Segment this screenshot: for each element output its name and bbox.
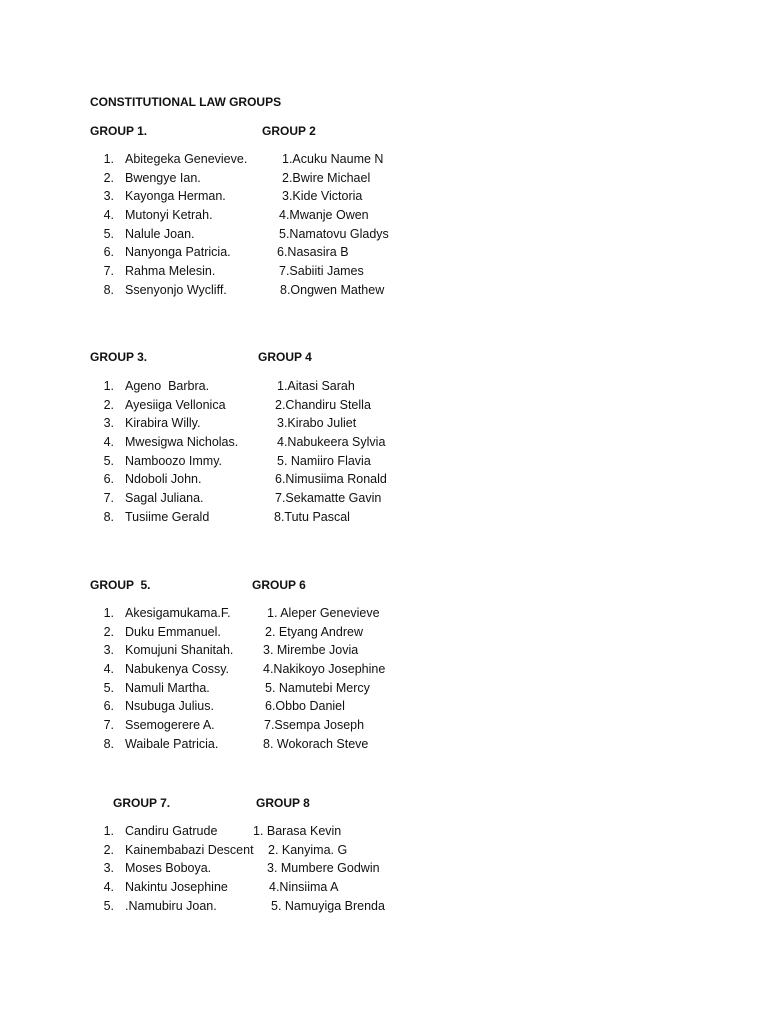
list-item: 3. Komujuni Shanitah. 3. Mirembe Jovia — [103, 643, 359, 658]
list-item: 4. Nakintu Josephine 4.Ninsiima A — [103, 880, 339, 895]
list-item: 1. Akesigamukama.F. 1. Aleper Genevieve — [103, 606, 380, 620]
list-item: 1. Ageno Barbra. 1.Aitasi Sarah — [103, 379, 355, 393]
list-item: 7. Rahma Melesin. 7.Sabiiti James — [103, 264, 364, 279]
list-item: 8. Waibale Patricia. 8. Wokorach Steve — [103, 736, 369, 751]
list-item: 4. Mutonyi Ketrah. 4.Mwanje Owen — [103, 208, 369, 223]
list-item: 2. Bwengye Ian. 2.Bwire Michael — [103, 170, 371, 185]
list-item: 3. Kirabira Willy. 3.Kirabo Juliet — [103, 416, 357, 431]
list-item: 4. Mwesigwa Nicholas. 4.Nabukeera Sylvia — [103, 435, 386, 450]
list-item: 6. Ndoboli John. 6.Nimusiima Ronald — [103, 472, 387, 487]
group-8-heading: GROUP 8 — [256, 796, 310, 810]
document-title: CONSTITUTIONAL LAW GROUPS — [90, 95, 282, 109]
list-item: 1. Candiru Gatrude 1. Barasa Kevin — [103, 824, 342, 838]
group-list-5-6 — [100, 604, 420, 754]
group-2-heading: GROUP 2 — [262, 124, 316, 138]
list-item: 5. Namboozo Immy. 5. Namiiro Flavia — [103, 453, 371, 468]
group-5-heading: GROUP 5. — [90, 578, 151, 592]
list-item: 2. Ayesiiga Vellonica 2.Chandiru Stella — [103, 397, 371, 412]
group-4-heading: GROUP 4 — [258, 350, 312, 364]
list-item: 3. Moses Boboya. 3. Mumbere Godwin — [103, 861, 380, 876]
group-7-heading: GROUP 7. — [113, 796, 171, 810]
group-1-heading: GROUP 1. — [90, 124, 148, 138]
list-item: 7. Ssemogerere A. 7.Ssempa Joseph — [103, 718, 365, 733]
list-item: 5. .Namubiru Joan. 5. Namuyiga Brenda — [103, 898, 385, 913]
list-item: 8. Tusiime Gerald 8.Tutu Pascal — [103, 509, 350, 524]
group-3-heading: GROUP 3. — [90, 350, 148, 364]
list-item: 3. Kayonga Herman. 3.Kide Victoria — [103, 189, 363, 204]
list-item: 2. Kainembabazi Descent 2. Kanyima. G — [103, 842, 348, 857]
list-item: 2. Duku Emmanuel. 2. Etyang Andrew — [103, 624, 363, 639]
list-item: 5. Namuli Martha. 5. Namutebi Mercy — [103, 680, 370, 695]
list-item: 4. Nabukenya Cossy. 4.Nakikoyo Josephine — [103, 662, 386, 677]
list-item: 6. Nsubuga Julius. 6.Obbo Daniel — [103, 699, 345, 714]
list-item: 8. Ssenyonjo Wycliff. 8.Ongwen Mathew — [103, 282, 385, 297]
group-list-7-8 — [100, 822, 420, 915]
list-item: 6. Nanyonga Patricia. 6.Nasasira B — [103, 245, 349, 260]
list-item: 5. Nalule Joan. 5.Namatovu Gladys — [103, 226, 389, 241]
group-list-3-4 — [100, 377, 420, 527]
list-item: 7. Sagal Juliana. 7.Sekamatte Gavin — [103, 491, 382, 506]
group-6-heading: GROUP 6 — [252, 578, 306, 592]
group-list-1-2 — [100, 150, 420, 300]
list-item: 1. Abitegeka Genevieve. 1.Acuku Naume N — [103, 152, 384, 166]
